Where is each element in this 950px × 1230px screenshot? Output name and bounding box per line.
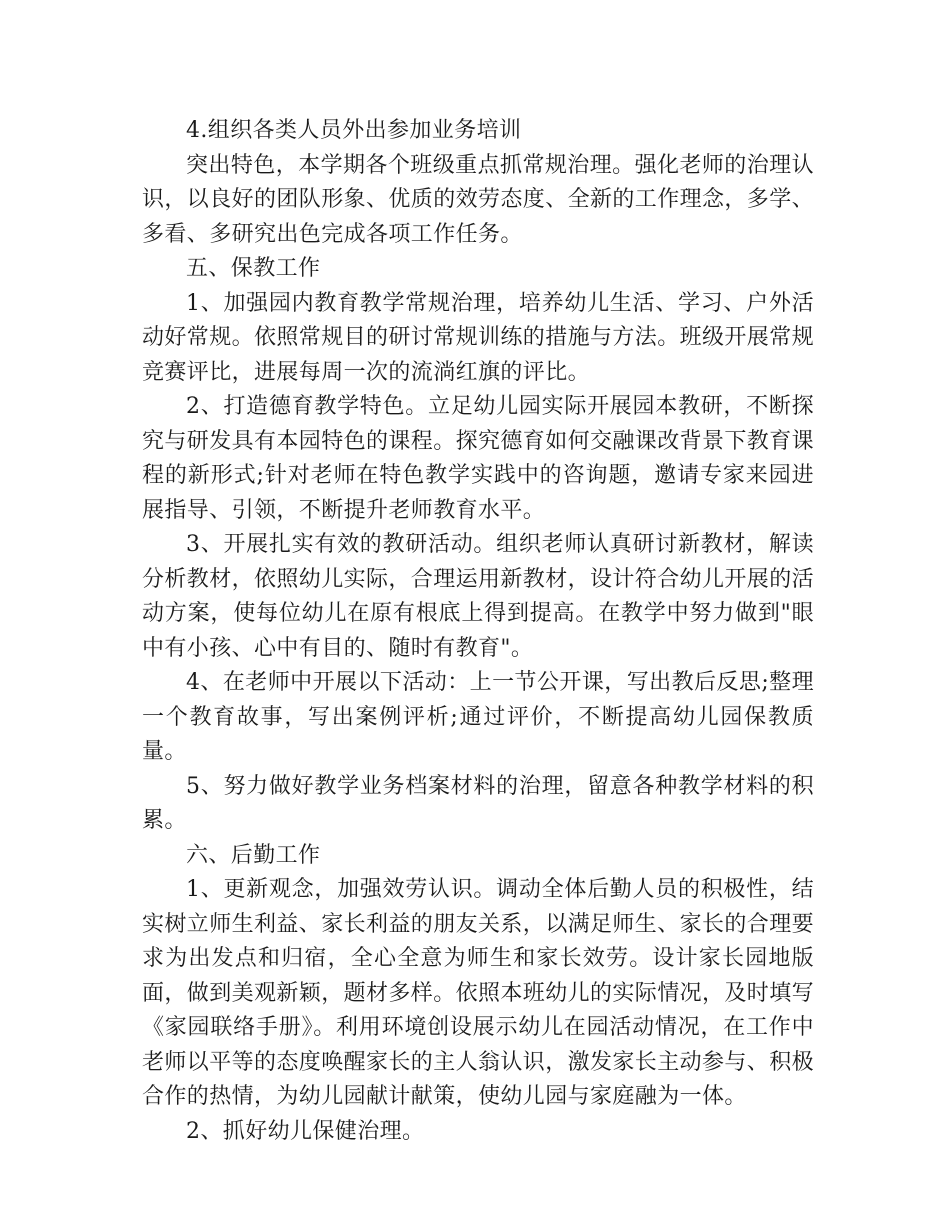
paragraph-teacher-activities: 4、在老师中开展以下活动：上一节公开课，写出教后反思;整理一个教育故事，写出案例评析;通过评价，不断提高幼儿园保教质量。 (142, 670, 814, 764)
section-heading-care-education: 五、保教工作 (186, 256, 321, 281)
document-body (142, 114, 814, 1149)
paragraph-highlight-features: 突出特色，本学期各个班级重点抓常规治理。强化老师的治理认识，以良好的团队形象、优质的效劳态度、全新的工作理念，多学、多看、多研究出色完成各项工作任务。 (142, 152, 815, 247)
paragraph-routine-management: 1、加强园内教育教学常规治理，培养幼儿生活、学习、户外活动好常规。依照常规目的研讨常规训练的措施与方法。班级开展常规竞赛评比，进展每周一次的流淌红旗的评比。 (142, 290, 815, 385)
paragraph-training: 4.组织各类人员外出参加业务培训 (186, 118, 522, 143)
paragraph-archive-materials: 5、努力做好教学业务档案材料的治理，留意各种教学材料的积累。 (142, 773, 814, 833)
paragraph-teaching-research: 3、开展扎实有效的教研活动。组织老师认真研讨新教材，解读分析教材，依照幼儿实际，合理运用新教材，设计符合幼儿开展的活动方案，使每位幼儿在原有根底上得到提高。在教学中努力做到"眼中有小孩、心中有目的、随时有教育"。 (142, 532, 815, 661)
paragraph-moral-education: 2、打造德育教学特色。立足幼儿园实际开展园本教研，不断探究与研发具有本园特色的课程。探究德育如何交融课改背景下教育课程的新形式;针对老师在特色教学实践中的咨询题，邀请专家来园进展指导、引领，不断提升老师教育水平。 (142, 394, 815, 523)
section-heading-logistics: 六、后勤工作 (186, 842, 321, 868)
paragraph-health-management: 2、抓好幼儿保健治理。 (186, 1118, 425, 1144)
paragraph-service-awareness: 1、更新观念，加强效劳认识。调动全体后勤人员的积极性，结实树立师生利益、家长利益的朋友关系，以满足师生、家长的合理要求为出发点和归宿，全心全意为师生和家长效劳。设计家长园地版面，做到美观新颖，题材多样。依照本班幼儿的实际情况，及时填写《家园联络手册》。利用环境创设展示幼儿在园活动情况，在工作中老师以平等的态度唤醒家长的主人翁认识，激发家长主动参与、积极合作的热情，为幼儿园献计献策，使幼儿园与家庭融为一体。 (142, 877, 815, 1109)
